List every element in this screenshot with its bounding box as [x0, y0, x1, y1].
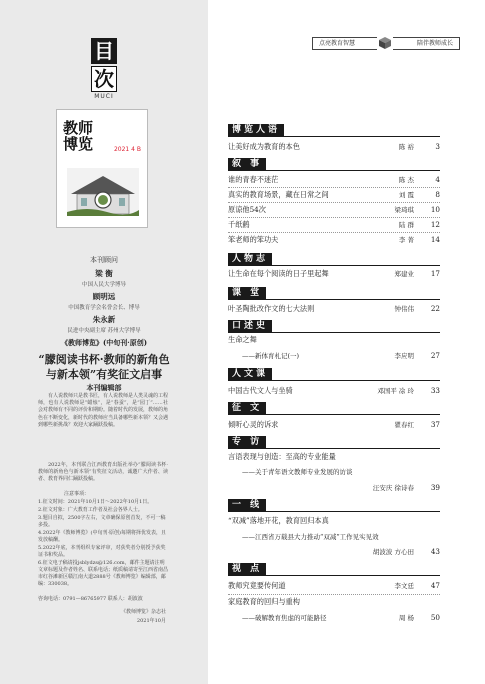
toc-section-header: 博览人语: [228, 124, 284, 136]
divider: [228, 202, 440, 203]
toc-entry[interactable]: [228, 219, 440, 231]
toc-entry[interactable]: [228, 580, 440, 592]
entry-title: 倾听心灵的诉求: [228, 420, 279, 429]
advisor-desc: 中国人民大学博导: [81, 282, 126, 288]
notice-tag: 《教师博览》(中旬刊·原创): [60, 338, 148, 347]
toc-entry[interactable]: [228, 334, 440, 346]
toc-entry-subtitle[interactable]: [228, 466, 440, 478]
cover-title: 教师博览: [63, 119, 94, 153]
entry-author: 李文廷: [394, 582, 414, 590]
notice-title-line1: “朦阅读书杯·教师的新角色: [38, 353, 170, 366]
toc-entry[interactable]: [228, 174, 440, 186]
notice-signature: 《教师博览》杂志社: [120, 609, 166, 615]
toc-entry[interactable]: [228, 419, 440, 431]
toc-entry[interactable]: [228, 596, 440, 608]
toc-entry[interactable]: [228, 234, 440, 246]
entry-page: 43: [430, 547, 440, 556]
entry-page: 4: [435, 175, 440, 184]
section-rule: [228, 332, 440, 333]
entry-subtitle: ——新体育札记(一): [242, 352, 300, 360]
entry-page: 39: [430, 483, 440, 492]
toc-entry-subtitle[interactable]: [228, 531, 440, 543]
entry-page: 50: [430, 613, 440, 622]
advisor-desc: 中国教育学会名誉会长、博导: [68, 305, 140, 311]
entry-page: 12: [430, 220, 440, 229]
section-rule: [228, 380, 440, 381]
toc-section-header: 一 线: [228, 499, 266, 511]
entry-author: 陆 群: [398, 221, 414, 229]
left-column: [0, 0, 208, 684]
notice-rule: 1.征文时间：2021年10月1日～2022年10月1日。: [38, 499, 153, 505]
notice-date: 2021年10月: [136, 618, 166, 624]
entry-author: 钟伟伟: [394, 305, 414, 313]
toc-section-header: 人文课: [228, 368, 272, 380]
divider: [228, 187, 440, 188]
section-rule: [228, 575, 440, 576]
entry-title: 言语表现与创造：至高的专业能量: [228, 452, 336, 461]
entry-page: 22: [430, 304, 440, 313]
notice-rule: 4.2022年《教师博览》(中旬刊·原创)每期将择优发表，且发放稿酬。: [38, 530, 166, 543]
notice-paragraph: 2022年，本刊联合江西教育出版社举办“朦阅读书杯·教师的新角色与新本领”有奖征文活动，诚邀广大作者、读者、教育界同仁踊跃投稿。: [38, 462, 168, 483]
slogan-right: 陪伴教师成长: [416, 40, 453, 47]
advisor-name: 朱永新: [92, 315, 116, 324]
entry-author: 李应明: [394, 352, 414, 360]
toc-section-header: 叙 事: [228, 158, 266, 170]
entry-title: 谁的青春不迷茫: [228, 175, 279, 184]
entry-page: 37: [430, 420, 440, 429]
entry-page: 47: [430, 581, 440, 590]
entry-title: 千纸鹤: [228, 220, 250, 229]
cover-house-illustration: [67, 168, 139, 216]
masthead-char-mu: 目: [91, 38, 117, 64]
entry-page: 3: [435, 142, 440, 151]
entry-subtitle: ——破解教育焦虑的可能路径: [242, 614, 327, 622]
toc-entry-subtitle[interactable]: [228, 350, 440, 362]
entry-title: 家庭教育的回归与重构: [228, 597, 300, 606]
entry-title: “双减”落地开花，教育回归本真: [228, 516, 329, 525]
slogan-left: 点亮教育智慧: [319, 40, 356, 47]
section-rule: [228, 511, 440, 512]
section-rule: [228, 136, 440, 137]
entry-subtitle: ——江西省万载县大力推动“双减”工作见实见效: [242, 533, 379, 541]
entry-author: 邓国平 凃 玲: [377, 387, 414, 395]
advisors-heading: 本刊顾问: [90, 256, 118, 264]
notice-title-line2: 与新本领”有奖征文启事: [45, 368, 163, 381]
entry-title: 中国古代文人与坐骑: [228, 386, 293, 395]
entry-author: 梁琦琪: [394, 206, 414, 214]
notice-rules-heading: 注意事项：: [64, 491, 90, 497]
entry-title: 生命之舞: [228, 335, 257, 344]
toc-entry[interactable]: [228, 204, 440, 216]
toc-entry[interactable]: [228, 385, 440, 397]
entry-author: 郑建业: [394, 270, 414, 278]
entry-author: 陈 杰: [398, 176, 414, 184]
entry-title: 叶圣陶批改作文的七大法则: [228, 304, 315, 313]
entry-author: 汪安庆 徐诗春: [372, 484, 414, 492]
entry-author: 陈 裕: [398, 143, 414, 151]
notice-rule: 3.题目自拟，2500字左右，文章确保原创首发，不可一稿多投。: [38, 515, 166, 528]
entry-page: 8: [435, 190, 440, 199]
notice-rule: 2.征文对象：广大教育工作者及社会各界人士。: [38, 507, 143, 513]
entry-subtitle: ——关于青年语文教师专业发展的访谈: [242, 468, 353, 476]
entry-page: 10: [430, 205, 440, 214]
advisor-name: 梁 衡: [95, 269, 113, 278]
entry-author: 刘 霞: [398, 191, 414, 199]
entry-title: 真实的教育场景，藏在日常之间: [228, 190, 329, 199]
toc-entry[interactable]: [228, 141, 440, 153]
divider: [228, 232, 440, 233]
toc-section-header: 专 访: [228, 436, 266, 448]
notice-rule: 6.征文电子稿请投jsblydzs@126.com，邮件主题请注明文章标题及作者姓名、联系电话；纸质稿请寄至江西省南昌市红谷滩新区赣江南大道2888号《教师博览》编辑部，邮编：330038。: [38, 560, 169, 587]
toc-section-header: 课 堂: [228, 287, 266, 299]
section-rule: [228, 448, 440, 449]
entry-page: 27: [430, 351, 440, 360]
magazine-cover[interactable]: [56, 109, 148, 228]
masthead-char-ci: 次: [91, 66, 117, 92]
entry-author: 瞿春红: [394, 421, 414, 429]
entry-page: 17: [430, 269, 440, 278]
divider: [228, 217, 440, 218]
masthead-pinyin: MUCI: [94, 93, 114, 100]
toc-entry-byline[interactable]: [228, 546, 440, 558]
entry-title: 笨老师的笨功夫: [228, 235, 279, 244]
toc-entry[interactable]: [228, 303, 440, 315]
section-rule: [228, 414, 440, 415]
toc-entry-subtitle[interactable]: [228, 612, 440, 624]
section-rule: [228, 265, 440, 266]
entry-author: 周 杨: [398, 614, 414, 622]
entry-page: 14: [430, 235, 440, 244]
notice-rule: 5.2022年底，本刊组织专家评审，对获奖者分别授予获奖证书和奖品。: [38, 545, 166, 558]
toc-entry[interactable]: [228, 268, 440, 280]
toc-entry-byline[interactable]: [228, 482, 440, 494]
toc-section-header: 征 文: [228, 402, 266, 414]
cover-issue: 2021 4 B: [113, 146, 141, 153]
cube-logo-icon: [377, 35, 393, 51]
entry-title: 让美好成为教育的本色: [228, 142, 300, 151]
toc-section-header: 口述史: [228, 320, 272, 332]
section-rule: [228, 170, 440, 171]
advisor-name: 顾明远: [92, 292, 116, 301]
toc-entry[interactable]: [228, 515, 440, 527]
toc-entry[interactable]: [228, 451, 440, 463]
entry-author: 胡波波 方心田: [372, 548, 414, 556]
divider: [228, 594, 440, 595]
notice-department: 本刊编辑部: [86, 383, 122, 392]
advisor-desc: 民进中央副主席 苏州大学博导: [67, 328, 141, 334]
toc-entry[interactable]: [228, 189, 440, 201]
entry-author: 李 菁: [398, 236, 414, 244]
slogan-banner: [312, 37, 460, 50]
entry-title: 教师究竟要传何道: [228, 581, 286, 590]
entry-page: 33: [430, 386, 440, 395]
notice-contact: 咨询电话：0791—86765977 联系人：胡波波: [38, 596, 143, 602]
notice-paragraph: 有人说教师只是教书匠，有人说教师是人类灵魂的工程师，也有人说教师是“蜡烛”，是“春蚕”，是“园丁”……社会对教师有不同的评价和期盼。随着时代的发展，教师的角色在不断变化，新时代的教师应当具备哪些新本领？又会遇到哪些新挑战？欢迎大家踊跃投稿。: [38, 393, 169, 428]
toc-section-header: 人物志: [228, 253, 272, 265]
section-rule: [228, 299, 440, 300]
entry-title: 让生命在每个阅读的日子里起舞: [228, 269, 329, 278]
toc-section-header: 视 点: [228, 563, 266, 575]
entry-title: 原谅他54次: [228, 205, 266, 214]
